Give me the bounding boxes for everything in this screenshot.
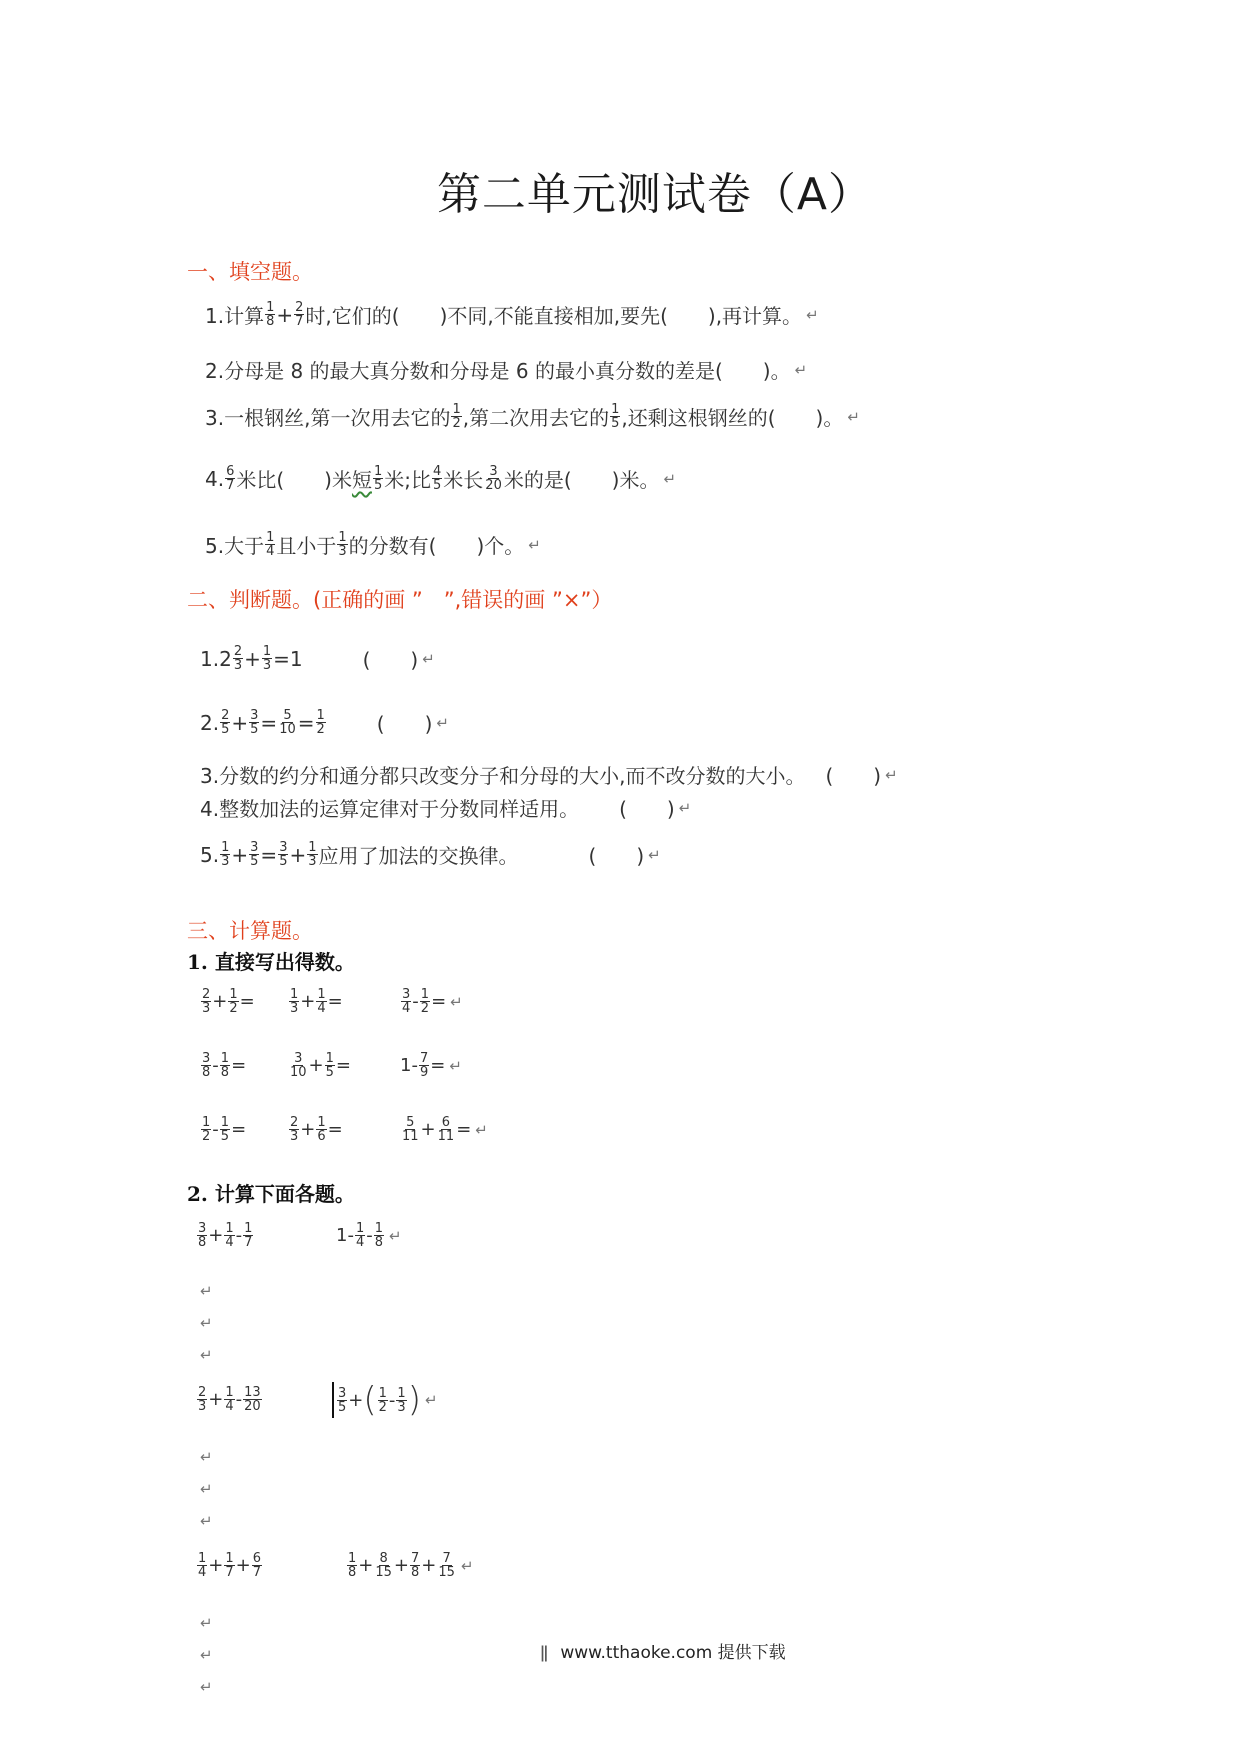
fraction: $\frac{2}{3}$ xyxy=(233,644,243,673)
fraction: $\frac{1}{2}$ xyxy=(316,708,325,737)
paragraph-mark: ↵ xyxy=(200,1346,213,1364)
calc-problem: $\frac{3}{8}$ + $\frac{1}{4}$ - $\frac{1}{7}$ xyxy=(198,1221,253,1250)
section-heading-true-false: 二、判断题。(正确的画 ” ”,错误的画 ”×”） xyxy=(187,588,613,612)
fraction: $\frac{5}{10}$ xyxy=(279,708,296,737)
paragraph-mark: ↵ xyxy=(200,1614,213,1632)
calc-item: $\frac{3}{4}$ - $\frac{1}{2}$ = ↵ xyxy=(402,987,463,1016)
question-1-1: 1.计算 $\frac{1}{8}$ + $\frac{2}{7}$ 时,它们的( )不同,不能直接相加,要先( ),再计算。 ↵ xyxy=(205,300,819,329)
fraction: $\frac{6}{7}$ xyxy=(226,464,235,493)
question-1-2: 2.分母是 8 的最大真分数和分母是 6 的最小真分数的差是( )。 ↵ xyxy=(205,359,808,383)
section-heading-calculation: 三、计算题。 xyxy=(187,919,313,943)
answer-parentheses: ( ) xyxy=(362,648,419,672)
footer-mark: ǁ xyxy=(540,1643,549,1663)
answer-parentheses: ( ) xyxy=(825,764,882,788)
question-2-4: 4.整数加法的运算定律对于分数同样适用。 ( ) ↵ xyxy=(200,793,691,822)
fraction: $\frac{1}{3}$ xyxy=(262,644,272,673)
calc-problem: $\frac{2}{3}$ + $\frac{1}{4}$ - $\frac{13}{20}$ xyxy=(198,1385,261,1414)
fraction: $\frac{3}{5}$ xyxy=(250,708,259,737)
fraction: $\frac{2}{7}$ xyxy=(295,300,304,329)
fraction: $\frac{1}{4}$ xyxy=(266,530,275,559)
text-cursor xyxy=(332,1382,334,1418)
paragraph-mark: ↵ xyxy=(200,1314,213,1332)
answer-parentheses: ( ) xyxy=(588,844,645,868)
subheading-calculate: 2. 计算下面各题。 xyxy=(187,1182,355,1206)
fraction: $\frac{1}{3}$ xyxy=(338,530,347,559)
paragraph-mark: ↵ xyxy=(200,1512,213,1530)
calc-problem: $\frac{3}{5}$ + ( $\frac{1}{2}$ - $\frac{1}{3}$ ) ↵ xyxy=(332,1382,438,1418)
fraction: $\frac{1}{2}$ xyxy=(452,402,461,431)
section-heading-fill-blank: 一、填空题。 xyxy=(187,260,313,284)
question-2-2: 2. $\frac{2}{5}$ + $\frac{3}{5}$ = $\frac{5}{10}$ = $\frac{1}{2}$ ( ) ↵ xyxy=(200,708,449,737)
page-title: 第二单元测试卷（A） xyxy=(436,169,874,220)
calc-problem: 1- $\frac{1}{4}$ - $\frac{1}{8}$ ↵ xyxy=(336,1221,402,1250)
fraction: $\frac{4}{5}$ xyxy=(433,464,442,493)
fraction: $\frac{2}{5}$ xyxy=(221,708,230,737)
paragraph-mark: ↵ xyxy=(200,1480,213,1498)
question-2-5: 5. $\frac{1}{3}$ + $\frac{3}{5}$ = $\frac{3}{5}$ + $\frac{1}{3}$ 应用了加法的交换律。 ( ) ↵ xyxy=(200,840,661,869)
footer-link[interactable]: www.tthaoke.com 提供下载 xyxy=(560,1643,786,1663)
footer xyxy=(540,1638,786,1663)
calc-problem: $\frac{1}{4}$ + $\frac{1}{7}$ + $\frac{6}{7}$ xyxy=(198,1551,262,1580)
calc-item: $\frac{2}{3}$ + $\frac{1}{6}$ = xyxy=(290,1115,343,1144)
fraction: $\frac{1}{5}$ xyxy=(373,464,383,493)
question-1-5: 5.大于 $\frac{1}{4}$ 且小于 $\frac{1}{3}$ 的分数有( )个。 ↵ xyxy=(205,530,541,559)
paragraph-mark: ↵ xyxy=(200,1646,213,1664)
calc-item: $\frac{1}{2}$ - $\frac{1}{5}$ = xyxy=(202,1115,247,1144)
paragraph-mark: ↵ xyxy=(200,1448,213,1466)
fraction: $\frac{1}{3}$ xyxy=(308,840,317,869)
calc-item: $\frac{3}{10}$ + $\frac{1}{5}$ = xyxy=(290,1051,352,1080)
answer-parentheses: ( ) xyxy=(619,797,675,821)
question-2-1: 1.2 $\frac{2}{3}$ + $\frac{1}{3}$ =1 ( ) ↵ xyxy=(200,644,435,673)
calc-problem: $\frac{1}{8}$ + $\frac{8}{15}$ + $\frac{7}{8}$ + $\frac{7}{15}$ ↵ xyxy=(348,1551,474,1580)
fraction: $\frac{1}{3}$ xyxy=(221,840,230,869)
calc-item: $\frac{2}{3}$ + $\frac{1}{2}$ = xyxy=(202,987,255,1016)
question-2-3: 3.分数的约分和通分都只改变分子和分母的大小,而不改分数的大小。 ( ) ↵ xyxy=(200,760,898,789)
calc-item: $\frac{1}{3}$ + $\frac{1}{4}$ = xyxy=(290,987,343,1016)
question-1-3: 3.一根钢丝,第一次用去它的 $\frac{1}{2}$ ,第二次用去它的 $\frac{1}{5}$ ,还剩这根钢丝的( )。 ↵ xyxy=(205,402,860,431)
subheading-direct-answers: 1. 直接写出得数。 xyxy=(187,950,355,974)
calc-item: $\frac{3}{8}$ - $\frac{1}{8}$ = xyxy=(202,1051,247,1080)
answer-parentheses: ( ) xyxy=(376,712,433,736)
calc-item: 1- $\frac{7}{9}$ = ↵ xyxy=(400,1051,462,1080)
paragraph-mark: ↵ xyxy=(200,1282,213,1300)
fraction: $\frac{1}{5}$ xyxy=(611,402,620,431)
calc-item: $\frac{5}{11}$ + $\frac{6}{11}$ = ↵ xyxy=(402,1115,488,1144)
paragraph-mark: ↵ xyxy=(200,1678,213,1696)
question-1-4: 4. $\frac{6}{7}$ 米比( )米 短 $\frac{1}{5}$ 米;比 $\frac{4}{5}$ 米长 $\frac{3}{20}$ 米的是( )米。 ↵ xyxy=(205,464,677,493)
fraction: $\frac{1}{8}$ xyxy=(266,300,275,329)
fraction: $\frac{3}{5}$ xyxy=(250,840,259,869)
fraction: $\frac{3}{5}$ xyxy=(279,840,288,869)
fraction: $\frac{3}{20}$ xyxy=(485,464,502,493)
